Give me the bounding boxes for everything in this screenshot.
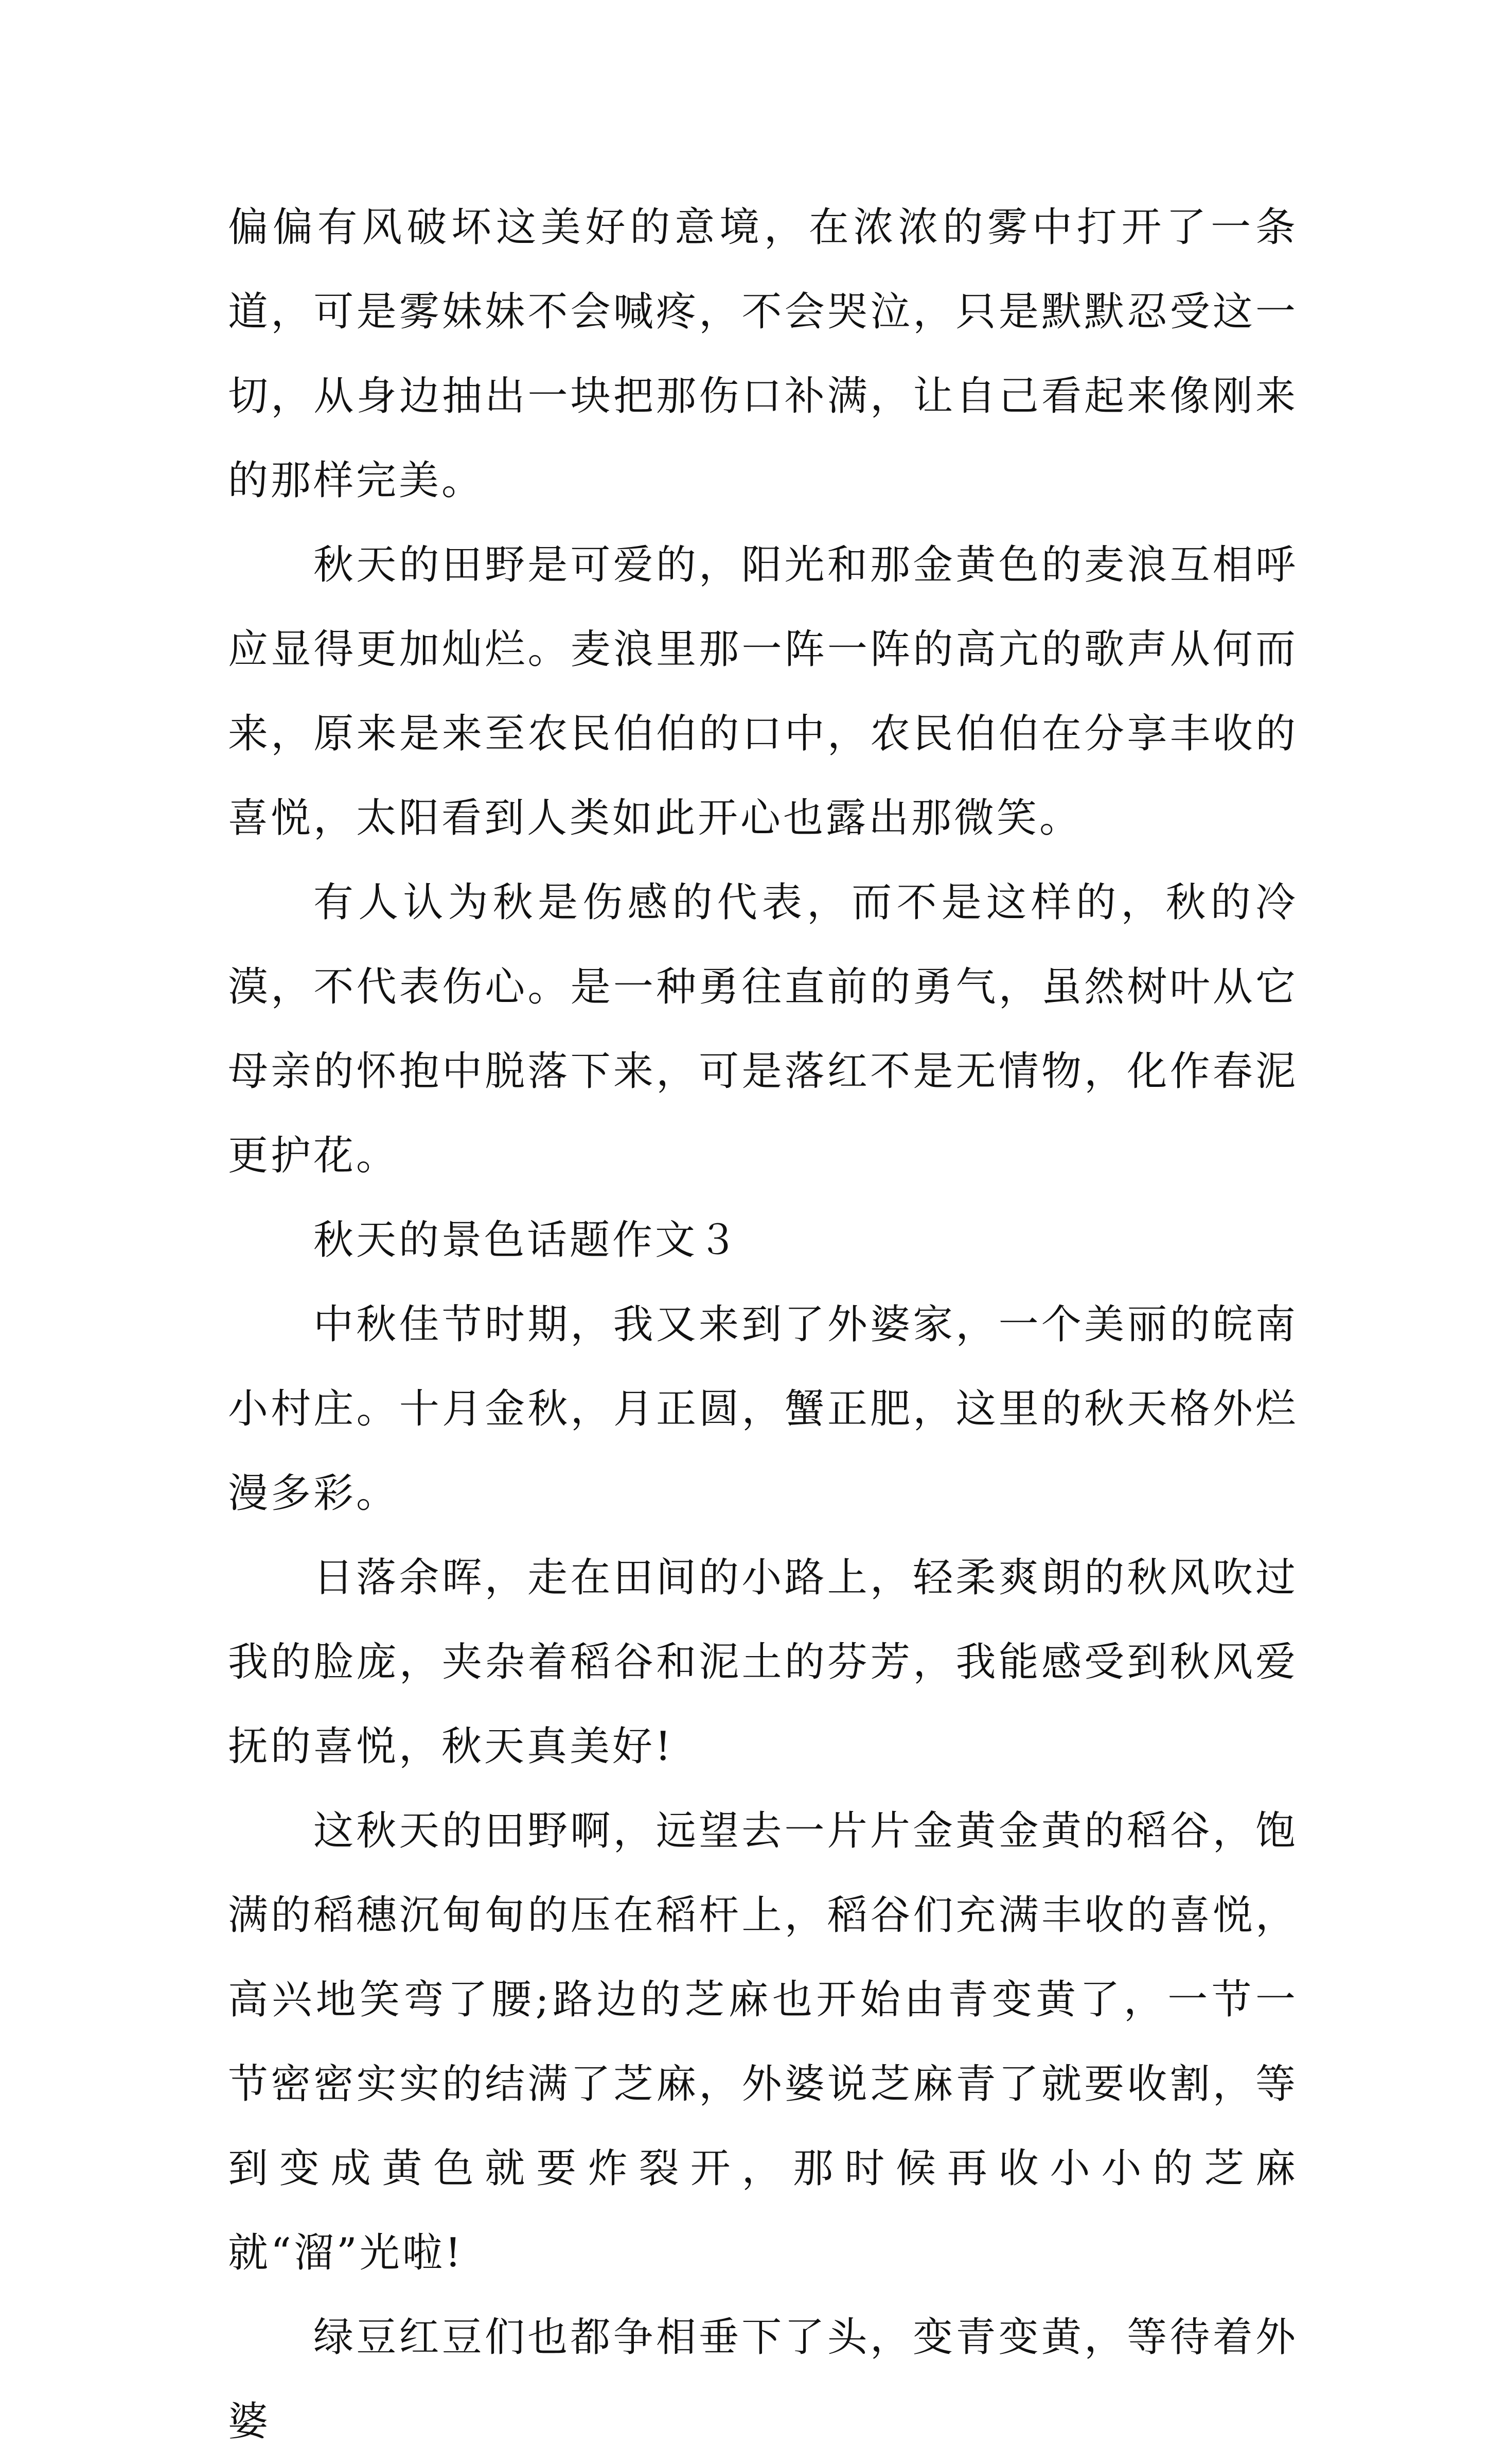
paragraph-fields: 秋天的田野是可爱的，阳光和那金黄色的麦浪互相呼应显得更加灿烂。麦浪里那一阵一阵的高亢的歌声从何而来，原来是来至农民伯伯的口中，农民伯伯在分享丰收的喜悦，太阳看到人类如此开心也露出那微笑。 <box>228 542 1298 841</box>
paragraph-rice-sesame: 这秋天的田野啊，远望去一片片金黄金黄的稻谷，饱满的稻穗沉甸甸的压在稻杆上，稻谷们充满丰收的喜悦，高兴地笑弯了腰;路边的芝麻也开始由青变黄了，一节一节密密实实的结满了芝麻，外婆说芝麻青了就要收割，等到变成黄色就要炸裂开，那时候再收小小的芝麻就“溜”光啦! <box>228 1808 1298 2276</box>
paragraph-sunset-walk: 日落余晖，走在田间的小路上，轻柔爽朗的秋风吹过我的脸庞，夹杂着稻谷和泥土的芬芳，我能感受到秋风爱抚的喜悦，秋天真美好! <box>228 1555 1298 1770</box>
document-body <box>228 185 1298 2464</box>
paragraph-autumn-meaning: 有人认为秋是伤感的代表，而不是这样的，秋的冷漠，不代表伤心。是一种勇往直前的勇气，虽然树叶从它母亲的怀抱中脱落下来，可是落红不是无情物，化作春泥更护花。 <box>228 879 1298 1179</box>
paragraph-grandma-village: 中秋佳节时期，我又来到了外婆家，一个美丽的皖南小村庄。十月金秋，月正圆，蟹正肥，这里的秋天格外烂漫多彩。 <box>228 1301 1298 1517</box>
paragraph-beans: 绿豆红豆们也都争相垂下了头，变青变黄，等待着外婆 <box>228 2314 1298 2445</box>
paragraph-fog: 偏偏有风破坏这美好的意境，在浓浓的雾中打开了一条道，可是雾妹妹不会喊疼，不会哭泣，只是默默忍受这一切，从身边抽出一块把那伤口补满，让自己看起来像刚来的那样完美。 <box>228 204 1298 504</box>
essay-heading: 秋天的景色话题作文３ <box>313 1217 741 1263</box>
